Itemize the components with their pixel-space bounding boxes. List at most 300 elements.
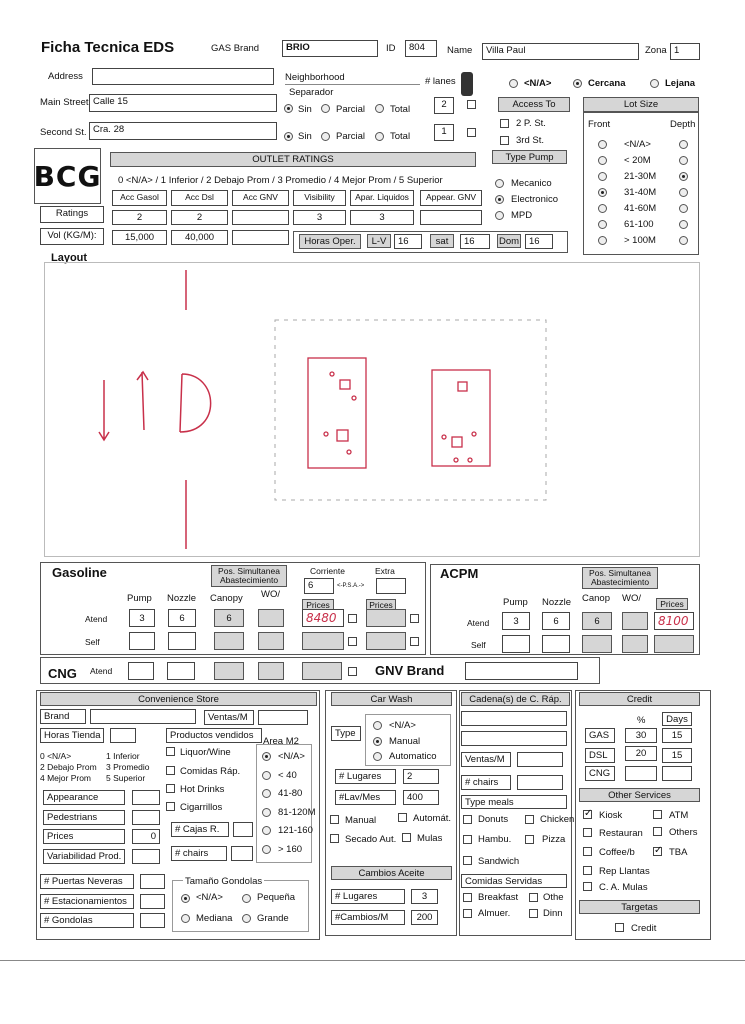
estacionamientos-label: # Estacionamientos bbox=[40, 894, 134, 909]
acpm-self-price[interactable] bbox=[654, 635, 694, 653]
credit-pct-header: % bbox=[637, 715, 646, 726]
cng-pump[interactable] bbox=[128, 662, 154, 680]
outlet-ratings-header: OUTLET RATINGS bbox=[110, 152, 476, 167]
outlet-vol-field[interactable]: 15,000 bbox=[112, 230, 167, 245]
lot-front-radio[interactable] bbox=[598, 188, 607, 197]
brand-field[interactable] bbox=[90, 709, 196, 724]
acpm-self-nozzle[interactable] bbox=[542, 635, 570, 653]
outlet-rating-field[interactable] bbox=[232, 210, 289, 225]
targeta-credit-checkbox[interactable] bbox=[615, 923, 624, 932]
second-lanes-field[interactable]: 1 bbox=[434, 124, 454, 141]
neveras-field[interactable] bbox=[140, 874, 165, 889]
access-3rd-checkbox[interactable] bbox=[500, 136, 509, 145]
scale-3: 3 Promedio bbox=[106, 762, 150, 772]
main-lanes-checkbox[interactable] bbox=[467, 100, 476, 109]
pump-electronico-label: Electronico bbox=[511, 194, 558, 205]
area-option-label: <N/A> bbox=[278, 751, 305, 762]
cng-nozzle[interactable] bbox=[167, 662, 195, 680]
lanes-label: # lanes bbox=[425, 76, 456, 87]
othe-label: Othe bbox=[543, 892, 564, 903]
acpm-title: ACPM bbox=[440, 566, 479, 581]
acpm-atend-nozzle[interactable]: 6 bbox=[542, 612, 570, 630]
targetas-header: Targetas bbox=[579, 900, 700, 914]
chicken-label: Chicken bbox=[540, 814, 575, 825]
pequena-label: Pequeña bbox=[257, 892, 296, 903]
carwash-type-label: Type bbox=[331, 726, 361, 741]
credit-cng-days[interactable] bbox=[662, 766, 692, 781]
tba-checkbox[interactable] bbox=[653, 847, 662, 856]
gas-atend-extra-check[interactable] bbox=[410, 614, 419, 623]
outlet-col-header: Acc GNV bbox=[232, 190, 289, 206]
gas-self-label: Self bbox=[85, 637, 100, 647]
sandwich-checkbox[interactable] bbox=[463, 856, 472, 865]
cambios-lugares-field[interactable]: 3 bbox=[411, 889, 438, 904]
chicken-checkbox[interactable] bbox=[525, 815, 534, 824]
corriente-field[interactable]: 6 bbox=[304, 578, 334, 594]
cng-title: CNG bbox=[48, 666, 77, 681]
gnv-brand-field[interactable] bbox=[465, 662, 578, 680]
main-street-label: Main Street bbox=[40, 97, 89, 108]
area-option-label: < 40 bbox=[278, 769, 297, 781]
pizza-checkbox[interactable] bbox=[525, 835, 534, 844]
grande-radio[interactable] bbox=[242, 914, 251, 923]
gas-prices-header: Prices bbox=[302, 599, 334, 610]
area-radio[interactable] bbox=[262, 845, 271, 854]
outlet-rating-field[interactable]: 2 bbox=[171, 210, 228, 225]
liquor-checkbox[interactable] bbox=[166, 747, 175, 756]
variabilidad-label: Variabilidad Prod. bbox=[43, 849, 125, 864]
lot-front-radio[interactable] bbox=[598, 220, 607, 229]
comidas-checkbox[interactable] bbox=[166, 766, 175, 775]
second-street-field[interactable]: Cra. 28 bbox=[89, 122, 277, 140]
dom-field[interactable]: 16 bbox=[525, 234, 553, 249]
name-field[interactable]: Villa Paul bbox=[482, 43, 639, 60]
gas-self-check[interactable] bbox=[348, 637, 357, 646]
gas-self-price[interactable] bbox=[302, 632, 344, 650]
gas-atend-nozzle[interactable]: 6 bbox=[168, 609, 196, 627]
outlet-col-header: Acc Dsl bbox=[171, 190, 228, 206]
outlet-scale: 0 <N/A> / 1 Inferior / 2 Debajo Prom / 3 Promedio / 4 Mejor Prom / 5 Superior bbox=[118, 175, 443, 186]
zona-label: Zona bbox=[645, 45, 667, 56]
liquor-label: Liquor/Wine bbox=[180, 747, 231, 758]
pump-mpd-radio[interactable] bbox=[495, 211, 504, 220]
mulas-service-checkbox[interactable] bbox=[583, 882, 592, 891]
cadena-field-1[interactable] bbox=[461, 711, 567, 726]
credit-dsl-pct[interactable]: 20 bbox=[625, 746, 657, 761]
access-2p-checkbox[interactable] bbox=[500, 119, 509, 128]
gas-brand-field[interactable]: BRIO bbox=[282, 40, 378, 57]
gas-self-extra-price[interactable] bbox=[366, 632, 406, 650]
proximity-cercana-label: Cercana bbox=[588, 78, 626, 89]
lavmes-label: #Lav/Mes bbox=[335, 790, 396, 805]
area-radio[interactable] bbox=[262, 771, 271, 780]
gas-self-extra-check[interactable] bbox=[410, 637, 419, 646]
name-label: Name bbox=[447, 45, 473, 56]
gasoline-pos-header: Pos. Simultanea Abastecimiento bbox=[211, 565, 287, 587]
pump-island-right bbox=[432, 370, 490, 466]
mulas-checkbox[interactable] bbox=[402, 833, 411, 842]
outlet-vol-field[interactable]: 40,000 bbox=[171, 230, 228, 245]
cng-canopy[interactable] bbox=[214, 662, 244, 680]
outlet-rating-field[interactable]: 2 bbox=[112, 210, 167, 225]
coffee-checkbox[interactable] bbox=[583, 847, 592, 856]
ratings-label: Ratings bbox=[40, 206, 104, 223]
mulas-label: Mulas bbox=[417, 833, 443, 844]
lot-option-label: <N/A> bbox=[624, 139, 651, 150]
lot-front-radio[interactable] bbox=[598, 236, 607, 245]
comidas-servidas-label: Comidas Servidas bbox=[461, 874, 567, 888]
id-field[interactable]: 804 bbox=[405, 40, 437, 57]
logo-text: BCG bbox=[33, 159, 102, 193]
road-sketch bbox=[99, 270, 211, 549]
gnv-brand-label: GNV Brand bbox=[375, 663, 445, 678]
outlet-col-header: Apar. Liquidos bbox=[350, 190, 414, 206]
second-parcial-radio[interactable] bbox=[321, 132, 330, 141]
area-radio[interactable] bbox=[262, 752, 271, 761]
pump-electronico-radio[interactable] bbox=[495, 195, 504, 204]
scale-2: 2 Debajo Prom bbox=[40, 762, 97, 772]
cigarrillos-checkbox[interactable] bbox=[166, 802, 175, 811]
dinn-checkbox[interactable] bbox=[529, 909, 538, 918]
targeta-credit-label: Credit bbox=[631, 923, 657, 934]
atm-checkbox[interactable] bbox=[653, 810, 662, 819]
gas-atend-extra-price[interactable] bbox=[366, 609, 406, 627]
second-sin-radio[interactable] bbox=[284, 132, 293, 141]
gas-atend-canopy[interactable]: 6 bbox=[214, 609, 244, 627]
area-option-label: > 160 bbox=[278, 843, 303, 855]
othe-checkbox[interactable] bbox=[529, 893, 538, 902]
page-edge bbox=[0, 960, 745, 961]
pump-island-left bbox=[308, 358, 366, 468]
lot-front-label: Front bbox=[588, 119, 611, 130]
separador-label: Separador bbox=[289, 87, 334, 98]
others-checkbox[interactable] bbox=[653, 827, 662, 836]
mediana-label: Mediana bbox=[196, 913, 233, 924]
carwash-auto-radio[interactable] bbox=[373, 752, 382, 761]
carwash-auto-label: Automatico bbox=[389, 751, 437, 762]
prices-field[interactable]: 0 bbox=[132, 829, 160, 844]
proximity-na-radio[interactable] bbox=[509, 79, 518, 88]
gas-self-pump[interactable] bbox=[129, 632, 155, 650]
estacionamientos-field[interactable] bbox=[140, 894, 165, 909]
gas-atend-wo[interactable] bbox=[258, 609, 284, 627]
main-parcial-radio[interactable] bbox=[321, 104, 330, 113]
lot-depth-radio[interactable] bbox=[679, 236, 688, 245]
secado-label: Secado Aut. bbox=[345, 834, 397, 845]
psa-label: <-P.S.A.-> bbox=[337, 583, 365, 589]
cambios-label: #Cambios/M bbox=[331, 910, 405, 925]
outlet-rating-field[interactable]: 3 bbox=[293, 210, 346, 225]
zona-field[interactable]: 1 bbox=[670, 43, 700, 60]
layout-sketch bbox=[44, 262, 700, 557]
area-label: Area M2 bbox=[263, 736, 299, 747]
lot-size-frame bbox=[583, 112, 699, 255]
pump-mecanico-radio[interactable] bbox=[495, 179, 504, 188]
second-sin-label: Sin bbox=[298, 131, 312, 142]
vol-label: Vol (KG/M): bbox=[40, 228, 104, 245]
tamano-label: Tamaño Gondolas bbox=[185, 876, 263, 887]
main-sin-label: Sin bbox=[298, 104, 312, 115]
automat-checkbox[interactable] bbox=[398, 813, 407, 822]
lot-depth-radio[interactable] bbox=[679, 140, 688, 149]
second-lanes-checkbox[interactable] bbox=[467, 128, 476, 137]
mulas-service-label: C. A. Mulas bbox=[599, 882, 648, 893]
neveras-label: # Puertas Neveras bbox=[40, 874, 134, 889]
lot-option-label: > 100M bbox=[624, 235, 656, 246]
gas-self-canopy[interactable] bbox=[214, 632, 244, 650]
prices-label: Prices bbox=[43, 829, 125, 844]
hambu-checkbox[interactable] bbox=[463, 835, 472, 844]
credit-dsl-days[interactable]: 15 bbox=[662, 748, 692, 763]
hot-drinks-label: Hot Drinks bbox=[180, 784, 225, 795]
gas-atend-check[interactable] bbox=[348, 614, 357, 623]
second-total-label: Total bbox=[390, 131, 411, 142]
cadena-header: Cadena(s) de C. Ráp. bbox=[461, 692, 570, 706]
scale-5: 5 Superior bbox=[106, 773, 146, 783]
lot-option-label: 21-30M bbox=[624, 171, 657, 182]
store-chairs-field[interactable] bbox=[231, 846, 253, 861]
cajas-label: # Cajas R. bbox=[171, 822, 229, 837]
carwash-lugares-label: # Lugares bbox=[335, 769, 396, 784]
manual2-label: Manual bbox=[345, 815, 377, 826]
tamano-na-radio[interactable] bbox=[181, 894, 190, 903]
ventas-field[interactable] bbox=[258, 710, 308, 725]
acpm-canop-header: Canop bbox=[582, 593, 610, 604]
restaurant-checkbox[interactable] bbox=[583, 828, 592, 837]
gas-self-nozzle[interactable] bbox=[168, 632, 196, 650]
second-street-label: Second St. bbox=[40, 127, 87, 138]
lv-field[interactable]: 16 bbox=[394, 234, 422, 249]
traffic-light-icon bbox=[461, 72, 473, 96]
extra-field[interactable] bbox=[376, 578, 406, 594]
secado-checkbox[interactable] bbox=[330, 834, 339, 843]
address-label: Address bbox=[48, 71, 83, 82]
credit-dsl-label: DSL bbox=[585, 748, 615, 763]
restaurant-label: Restauran bbox=[599, 828, 643, 839]
credit-gas-pct[interactable]: 30 bbox=[625, 728, 657, 743]
credit-cng-pct[interactable] bbox=[625, 766, 657, 781]
gas-pump-header: Pump bbox=[127, 593, 152, 604]
carwash-manual-radio[interactable] bbox=[373, 737, 382, 746]
store-chairs-label: # chairs bbox=[171, 846, 227, 861]
manual2-checkbox[interactable] bbox=[330, 815, 339, 824]
proximity-lejana-label: Lejana bbox=[665, 78, 696, 89]
cadena-ventas-field[interactable] bbox=[517, 752, 563, 767]
acpm-self-wo[interactable] bbox=[622, 635, 648, 653]
cadena-field-2[interactable] bbox=[461, 731, 567, 746]
type-meals-label: Type meals bbox=[461, 795, 567, 809]
llantas-checkbox[interactable] bbox=[583, 866, 592, 875]
sat-label: sat bbox=[430, 234, 454, 248]
cng-wo[interactable] bbox=[258, 662, 284, 680]
acpm-self-pump[interactable] bbox=[502, 635, 530, 653]
main-street-field[interactable]: Calle 15 bbox=[89, 94, 277, 112]
tba-label: TBA bbox=[669, 847, 688, 858]
type-pump-header: Type Pump bbox=[492, 150, 567, 164]
carwash-lugares-field[interactable]: 2 bbox=[403, 769, 439, 784]
outlet-rating-field[interactable] bbox=[420, 210, 482, 225]
horas-tienda-label: Horas Tienda bbox=[40, 728, 104, 743]
others-label: Others bbox=[669, 827, 698, 838]
donuts-label: Donuts bbox=[478, 814, 509, 825]
lot-front-radio[interactable] bbox=[598, 172, 607, 181]
dinn-label: Dinn bbox=[543, 908, 563, 919]
pedestrians-label: Pedestrians bbox=[43, 810, 125, 825]
acpm-atend-price[interactable]: 8100 bbox=[654, 612, 694, 630]
lot-depth-radio[interactable] bbox=[679, 156, 688, 165]
coffee-label: Coffee/b bbox=[599, 847, 635, 858]
carwash-manual-label: Manual bbox=[389, 736, 421, 747]
productos-label: Productos vendidos bbox=[166, 728, 262, 743]
gas-atend-price[interactable]: 8480 bbox=[302, 609, 344, 627]
tamano-frame bbox=[172, 880, 309, 932]
lavmes-field[interactable]: 400 bbox=[403, 790, 439, 805]
kiosk-checkbox[interactable] bbox=[583, 810, 592, 819]
cambios-field[interactable]: 200 bbox=[411, 910, 438, 925]
cng-atend-label: Atend bbox=[90, 666, 113, 676]
horas-label: Horas Oper. bbox=[299, 234, 361, 249]
lot-boundary bbox=[275, 320, 546, 500]
lot-depth-radio[interactable] bbox=[679, 172, 688, 181]
proximity-na-label: <N/A> bbox=[524, 78, 552, 89]
cadena-ventas-label: Ventas/M bbox=[461, 752, 511, 767]
appearance-label: Appearance bbox=[43, 790, 125, 805]
tamano-na-label: <N/A> bbox=[196, 892, 223, 903]
bcg-logo bbox=[34, 148, 101, 204]
ventas-label: Ventas/M bbox=[204, 710, 254, 725]
access-3rd-label: 3rd St. bbox=[516, 135, 544, 146]
acpm-atend-label: Atend bbox=[467, 618, 490, 628]
pequena-radio[interactable] bbox=[242, 894, 251, 903]
outlet-col-header: Appear. GNV bbox=[420, 190, 482, 206]
proximity-cercana-radio[interactable] bbox=[573, 79, 582, 88]
main-total-radio[interactable] bbox=[375, 104, 384, 113]
second-total-radio[interactable] bbox=[375, 132, 384, 141]
second-parcial-label: Parcial bbox=[336, 131, 366, 142]
layout-label: Layout bbox=[51, 252, 88, 264]
pump-mpd-label: MPD bbox=[511, 210, 533, 221]
donuts-checkbox[interactable] bbox=[463, 815, 472, 824]
pedestrians-field[interactable] bbox=[132, 810, 160, 825]
address-field[interactable] bbox=[92, 68, 274, 85]
hot-drinks-checkbox[interactable] bbox=[166, 784, 175, 793]
gas-self-wo[interactable] bbox=[258, 632, 284, 650]
lot-option-label: 31-40M bbox=[624, 187, 657, 198]
cigarrillos-label: Cigarrillos bbox=[180, 802, 223, 813]
lot-depth-radio[interactable] bbox=[679, 188, 688, 197]
credit-gas-days[interactable]: 15 bbox=[662, 728, 692, 743]
lot-front-radio[interactable] bbox=[598, 156, 607, 165]
acpm-self-label: Self bbox=[471, 640, 486, 650]
pizza-label: Pizza bbox=[542, 834, 566, 845]
kiosk-label: Kiosk bbox=[599, 810, 623, 821]
lot-option-label: < 20M bbox=[624, 155, 651, 166]
appearance-field[interactable] bbox=[132, 790, 160, 805]
almuer-checkbox[interactable] bbox=[463, 909, 472, 918]
area-option-label: 41-80 bbox=[278, 788, 303, 799]
corriente-label: Corriente bbox=[310, 566, 345, 576]
gas-atend-pump[interactable]: 3 bbox=[129, 609, 155, 627]
acpm-atend-pump[interactable]: 3 bbox=[502, 612, 530, 630]
area-option-label: 121-160 bbox=[278, 825, 313, 836]
lot-front-radio[interactable] bbox=[598, 140, 607, 149]
scale-4: 4 Mejor Prom bbox=[40, 773, 92, 783]
sat-field[interactable]: 16 bbox=[460, 234, 490, 249]
sandwich-label: Sandwich bbox=[478, 856, 520, 867]
atm-label: ATM bbox=[669, 810, 689, 821]
credit-header: Credit bbox=[579, 692, 700, 706]
gas-wo-header: WO/ bbox=[261, 589, 280, 600]
comidas-label: Comidas Ráp. bbox=[180, 766, 241, 777]
main-sin-radio[interactable] bbox=[284, 104, 293, 113]
variabilidad-field[interactable] bbox=[132, 849, 160, 864]
horas-tienda-field[interactable] bbox=[110, 728, 136, 743]
area-radio[interactable] bbox=[262, 808, 271, 817]
main-lanes-field[interactable]: 2 bbox=[434, 97, 454, 114]
hambu-label: Hambu. bbox=[478, 834, 512, 845]
cng-price[interactable] bbox=[302, 662, 342, 680]
gas-atend-label: Atend bbox=[85, 614, 108, 624]
gas-canopy-header: Canopy bbox=[210, 593, 243, 604]
acpm-wo-header: WO/ bbox=[622, 593, 641, 604]
area-radio[interactable] bbox=[262, 826, 271, 835]
gondolas-field[interactable] bbox=[140, 913, 165, 928]
cng-check[interactable] bbox=[348, 667, 357, 676]
acpm-atend-wo[interactable] bbox=[622, 612, 648, 630]
acpm-atend-canopy[interactable]: 6 bbox=[582, 612, 612, 630]
lot-option-label: 41-60M bbox=[624, 203, 657, 214]
carwash-na-label: <N/A> bbox=[389, 720, 416, 731]
gas-brand-label: GAS Brand bbox=[211, 43, 260, 54]
gondolas-label: # Gondolas bbox=[40, 913, 134, 928]
lv-label: L-V bbox=[367, 234, 391, 248]
credit-gas-label: GAS bbox=[585, 728, 615, 743]
carwash-na-radio[interactable] bbox=[373, 721, 382, 730]
acpm-self-canopy[interactable] bbox=[582, 635, 612, 653]
cajas-field[interactable] bbox=[233, 822, 253, 837]
llantas-label: Rep Llantas bbox=[599, 866, 650, 877]
acpm-pos-header: Pos. Simultanea Abastecimiento bbox=[582, 567, 658, 589]
breakfast-label: Breakfast bbox=[478, 892, 519, 903]
outlet-vol-field[interactable] bbox=[232, 230, 289, 245]
gas-nozzle-header: Nozzle bbox=[167, 593, 197, 604]
cadena-chairs-field[interactable] bbox=[517, 775, 563, 790]
lot-depth-radio[interactable] bbox=[679, 204, 688, 213]
almuer-label: Almuer. bbox=[478, 908, 511, 919]
lot-size-header: Lot Size bbox=[583, 97, 699, 112]
outlet-col-header: Visibility bbox=[293, 190, 346, 206]
id-label: ID bbox=[386, 43, 396, 54]
gasoline-title: Gasoline bbox=[52, 565, 107, 580]
lot-depth-radio[interactable] bbox=[679, 220, 688, 229]
mediana-radio[interactable] bbox=[181, 914, 190, 923]
proximity-lejana-radio[interactable] bbox=[650, 79, 659, 88]
area-radio[interactable] bbox=[262, 789, 271, 798]
breakfast-checkbox[interactable] bbox=[463, 893, 472, 902]
outlet-rating-field[interactable]: 3 bbox=[350, 210, 414, 225]
cambios-lugares-label: # Lugares bbox=[331, 889, 405, 904]
carwash-header: Car Wash bbox=[331, 692, 452, 706]
lot-option-label: 61-100 bbox=[624, 219, 654, 230]
lot-front-radio[interactable] bbox=[598, 204, 607, 213]
credit-cng-label: CNG bbox=[585, 766, 615, 781]
main-parcial-label: Parcial bbox=[336, 104, 366, 115]
store-header: Convenience Store bbox=[40, 692, 317, 706]
scale-0: 0 <N/A> bbox=[40, 751, 72, 761]
cadena-chairs-label: # chairs bbox=[461, 775, 511, 790]
acpm-nozzle-header: Nozzle bbox=[542, 597, 572, 608]
cambios-header: Cambios Aceite bbox=[331, 866, 452, 880]
